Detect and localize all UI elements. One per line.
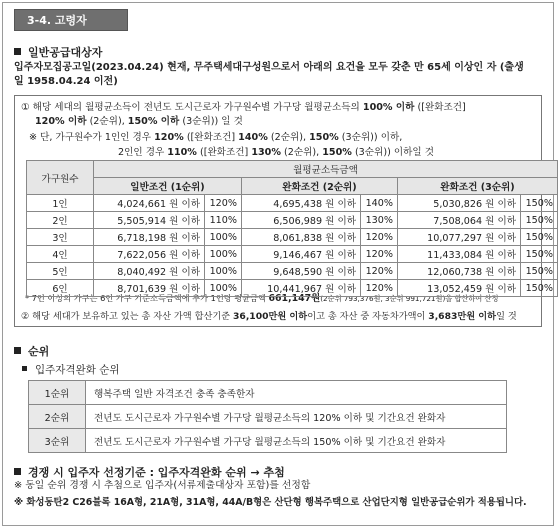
section-title: 3-4. 고령자 bbox=[14, 9, 128, 31]
note-small: (2순위 793,376원, 3순위 991,721원)을 합산하여 산정 bbox=[320, 294, 499, 303]
criteria-text: ※ 단, 가구원수가 1인인 경우 bbox=[29, 132, 155, 143]
income-cell-gp: 100% bbox=[205, 246, 242, 263]
income-cell-gp: 100% bbox=[205, 229, 242, 246]
square-bullet-icon bbox=[14, 48, 21, 55]
relaxed-2-header: 완화조건 (2순위) bbox=[242, 178, 398, 195]
criteria-text: (3순위)) 이하, bbox=[338, 132, 403, 143]
ranking-table bbox=[28, 380, 507, 453]
general-condition-header: 일반조건 (1순위) bbox=[94, 178, 242, 195]
ranking-heading-text: 순위 bbox=[28, 345, 50, 358]
income-cell-r3: 7,508,064 원 이하 bbox=[398, 212, 521, 229]
income-row bbox=[27, 246, 558, 263]
income-cell-r2p: 120% bbox=[361, 280, 398, 297]
general-heading bbox=[14, 44, 102, 60]
income-cell-r2p: 120% bbox=[361, 229, 398, 246]
general-line-2: 일 1958.04.24 이전) bbox=[14, 76, 118, 87]
criteria-text: (2순위), bbox=[280, 147, 323, 158]
criteria-line-1 bbox=[21, 99, 466, 113]
criteria-line-3 bbox=[29, 129, 402, 143]
income-cell-g: 8,701,639 원 이하 bbox=[94, 280, 205, 297]
income-cell-r2: 9,146,467 원 이하 bbox=[242, 246, 361, 263]
general-heading-text: 일반공급대상자 bbox=[28, 46, 103, 59]
income-cell-n: 1인 bbox=[27, 195, 94, 212]
income-cell-r2: 9,648,590 원 이하 bbox=[242, 263, 361, 280]
criteria-text: ([완화조건] bbox=[183, 132, 239, 143]
income-cell-n: 2인 bbox=[27, 212, 94, 229]
asset-criteria bbox=[21, 308, 517, 322]
criteria-bold: 110% bbox=[167, 147, 197, 158]
income-cell-n: 6인 bbox=[27, 280, 94, 297]
income-cell-r3: 11,433,084 원 이하 bbox=[398, 246, 521, 263]
income-cell-r3p: 150% bbox=[521, 280, 558, 297]
ranking-subheading bbox=[22, 362, 119, 377]
income-cell-g: 8,040,492 원 이하 bbox=[94, 263, 205, 280]
income-cell-r3: 5,030,826 원 이하 bbox=[398, 195, 521, 212]
income-cell-gp: 100% bbox=[205, 280, 242, 297]
income-cell-r2: 6,506,989 원 이하 bbox=[242, 212, 361, 229]
income-cell-gp: 100% bbox=[205, 263, 242, 280]
income-cell-r3: 10,077,297 원 이하 bbox=[398, 229, 521, 246]
income-cell-n: 3인 bbox=[27, 229, 94, 246]
income-cell-gp: 120% bbox=[205, 195, 242, 212]
criteria-text: (3순위)) 이하일 것 bbox=[351, 147, 434, 158]
income-cell-r2: 4,695,438 원 이하 bbox=[242, 195, 361, 212]
income-cell-r2p: 120% bbox=[361, 263, 398, 280]
income-cell-r3p: 150% bbox=[521, 229, 558, 246]
ranking-description: 행복주택 일반 자격조건 충족 충족한자 bbox=[86, 381, 507, 405]
ranking-row bbox=[29, 405, 507, 429]
criteria-line-2 bbox=[35, 113, 243, 127]
income-table bbox=[26, 160, 558, 297]
criteria-bold: 100% 이하 bbox=[362, 102, 415, 113]
income-cell-r2: 10,441,967 원 이하 bbox=[242, 280, 361, 297]
relaxed-3-header: 완화조건 (3순위) bbox=[398, 178, 558, 195]
income-cell-r3p: 150% bbox=[521, 195, 558, 212]
criteria-bold: 150% bbox=[309, 132, 339, 143]
asset-text: ② 해당 세대가 보유하고 있는 총 자산 가액 합산기준 bbox=[21, 311, 234, 322]
income-cell-r2p: 130% bbox=[361, 212, 398, 229]
income-cell-r3: 12,060,738 원 이하 bbox=[398, 263, 521, 280]
income-cell-r2p: 120% bbox=[361, 246, 398, 263]
selection-heading-text: 경쟁 시 입주자 선정기준 : 입주자격완화 순위 → 추첨 bbox=[28, 466, 285, 479]
ranking-rank: 3순위 bbox=[29, 429, 86, 453]
ranking-row bbox=[29, 381, 507, 405]
ranking-rank: 1순위 bbox=[29, 381, 86, 405]
income-cell-r3p: 150% bbox=[521, 246, 558, 263]
household-header: 가구원수 bbox=[27, 161, 94, 195]
income-cell-r2: 8,061,838 원 이하 bbox=[242, 229, 361, 246]
criteria-text: ([완화조건] bbox=[196, 147, 252, 158]
income-row bbox=[27, 229, 558, 246]
income-cell-r3: 13,052,459 원 이하 bbox=[398, 280, 521, 297]
income-cell-r3p: 150% bbox=[521, 212, 558, 229]
income-row bbox=[27, 280, 558, 297]
criteria-bold: 150% bbox=[322, 147, 352, 158]
criteria-bold: 130% bbox=[251, 147, 281, 158]
income-cell-n: 4인 bbox=[27, 246, 94, 263]
income-row bbox=[27, 212, 558, 229]
ranking-rank: 2순위 bbox=[29, 405, 86, 429]
income-row bbox=[27, 195, 558, 212]
square-bullet-icon bbox=[14, 468, 21, 475]
income-cell-n: 5인 bbox=[27, 263, 94, 280]
criteria-text: (2순위), bbox=[267, 132, 310, 143]
income-row bbox=[27, 263, 558, 280]
criteria-text: 2인인 경우 bbox=[118, 147, 168, 158]
criteria-bold: 150% 이하 bbox=[127, 116, 180, 127]
ranking-description: 전년도 도시근로자 가구원수별 가구당 월평균소득의 120% 이하 및 기간요건 완화자 bbox=[86, 405, 507, 429]
asset-bold: 3,683만원 이하 bbox=[428, 311, 497, 322]
ranking-sub-text: 입주자격완화 순위 bbox=[35, 364, 120, 376]
small-square-bullet-icon bbox=[22, 366, 27, 371]
asset-text: 이고 총 자산 중 자동차가액이 bbox=[307, 311, 429, 322]
income-cell-g: 6,718,198 원 이하 bbox=[94, 229, 205, 246]
criteria-bold: 140% bbox=[238, 132, 268, 143]
income-cell-r3p: 150% bbox=[521, 263, 558, 280]
asset-bold: 36,100만원 이하 bbox=[233, 311, 308, 322]
criteria-bold: 120% bbox=[154, 132, 184, 143]
criteria-text: ① 해당 세대의 월평균소득이 전년도 도시근로자 가구원수별 가구당 월평균소득의 bbox=[21, 102, 363, 113]
selection-note-2: ※ 화성동탄2 C26블록 16A형, 21A형, 31A형, 44A/B형은 산단형 행복주택으로 산업단지형 일반공급순위가 적용됩니다. bbox=[14, 497, 527, 508]
asset-text: 일 것 bbox=[496, 311, 517, 322]
income-group-header: 월평균소득금액 bbox=[94, 161, 558, 178]
ranking-description: 전년도 도시근로자 가구원수별 가구당 월평균소득의 150% 이하 및 기간요건 완화자 bbox=[86, 429, 507, 453]
selection-heading bbox=[14, 464, 285, 480]
income-cell-g: 5,505,914 원 이하 bbox=[94, 212, 205, 229]
income-cell-g: 4,024,661 원 이하 bbox=[94, 195, 205, 212]
criteria-line-4 bbox=[118, 144, 434, 158]
criteria-text: (3순위)) 일 것 bbox=[179, 116, 243, 127]
criteria-text: ([완화조건] bbox=[414, 102, 466, 113]
general-line-1: 입주자모집공고일(2023.04.24) 현재, 무주택세대구성원으로서 아래의 요건을 모두 갖춘 만 65세 이상인 자 (출생 bbox=[14, 62, 524, 73]
criteria-text: (2순위), bbox=[86, 116, 128, 127]
selection-note-1: ※ 동일 순위 경쟁 시 추첨으로 입주자(서류제출대상자 포함)를 선정함 bbox=[14, 480, 311, 491]
note-text: * 7인 이상의 가구는 6인 가구 기준소득금액에 추가 1인당 평균금액 bbox=[25, 293, 269, 303]
income-cell-gp: 110% bbox=[205, 212, 242, 229]
square-bullet-icon bbox=[14, 347, 21, 354]
income-cell-r2p: 140% bbox=[361, 195, 398, 212]
criteria-bold: 120% 이하 bbox=[35, 116, 87, 127]
income-cell-g: 7,622,056 원 이하 bbox=[94, 246, 205, 263]
note-bold: 661,147원 bbox=[268, 293, 321, 304]
ranking-heading bbox=[14, 343, 49, 359]
ranking-row bbox=[29, 429, 507, 453]
